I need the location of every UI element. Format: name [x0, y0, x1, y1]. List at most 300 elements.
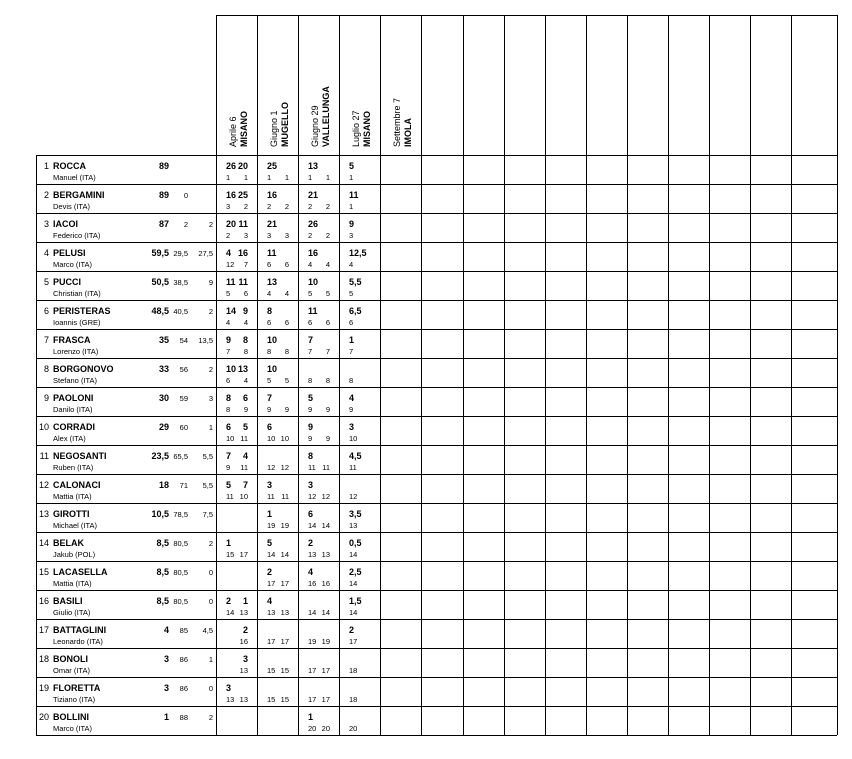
- race-result-cell: [298, 648, 339, 677]
- race-result-cell: [257, 155, 298, 184]
- rider-gap-previous: 9: [208, 278, 213, 287]
- race1-points: 13: [308, 161, 319, 171]
- race2-position: 13: [239, 608, 248, 617]
- rider-points: 87: [158, 219, 169, 229]
- rider-points: 89: [158, 190, 169, 200]
- rider-gap-leader: 80,5: [173, 568, 188, 577]
- rider-position: 7: [43, 335, 49, 345]
- column-divider: [627, 15, 628, 735]
- race1-points: 11: [349, 190, 359, 200]
- rider-name: Lorenzo (ITA): [53, 347, 99, 356]
- race2-points: 5: [242, 422, 248, 432]
- race-result-cell: [339, 706, 380, 735]
- race1-position: 12: [308, 492, 317, 501]
- rider-surname: PAOLONI: [53, 393, 94, 403]
- race1-points: 26: [226, 161, 237, 171]
- rider-gap-leader: 80,5: [173, 539, 188, 548]
- race1-position: 16: [308, 579, 317, 588]
- rider-surname: PELUSI: [53, 248, 86, 258]
- column-divider: [504, 15, 505, 735]
- race1-points: 3: [267, 480, 273, 490]
- round-track: MISANO: [239, 111, 249, 147]
- race1-points: 7: [226, 451, 232, 461]
- rider-surname: NEGOSANTI: [53, 451, 107, 461]
- table-row: [36, 300, 216, 329]
- rider-position: 13: [38, 509, 49, 519]
- race1-position: 1: [349, 173, 354, 182]
- race1-position: 14: [349, 550, 358, 559]
- round-label: [269, 102, 290, 147]
- race-result-cell: [216, 213, 257, 242]
- rider-gap-previous: 2: [208, 539, 213, 548]
- rider-surname: CALONACI: [53, 480, 101, 490]
- rider-gap-leader: 65,5: [173, 452, 188, 461]
- race1-position: 14: [349, 579, 358, 588]
- rider-position: 11: [39, 451, 49, 461]
- rider-gap-leader: 85: [179, 626, 188, 635]
- table-row: [36, 532, 216, 561]
- race1-position: 14: [267, 550, 276, 559]
- column-divider: [837, 15, 838, 735]
- race-result-cell: [216, 358, 257, 387]
- race1-points: 13: [267, 277, 278, 287]
- race2-points: 11: [238, 219, 248, 229]
- race-result-cell: [257, 329, 298, 358]
- race1-points: 5: [349, 161, 355, 171]
- race-result-cell: [216, 474, 257, 503]
- rider-surname: GIROTTI: [53, 509, 90, 519]
- race1-points: 5,5: [349, 277, 362, 287]
- rider-points: 8,5: [156, 596, 169, 606]
- race-result-cell: [216, 155, 257, 184]
- race1-position: 15: [226, 550, 235, 559]
- race-result-cell: [257, 387, 298, 416]
- table-row: [36, 329, 216, 358]
- rider-surname: PERISTERAS: [53, 306, 111, 316]
- race2-position: 6: [325, 318, 330, 327]
- rider-position: 15: [38, 567, 49, 577]
- column-divider: [709, 15, 710, 735]
- rider-gap-previous: 2: [208, 220, 213, 229]
- race1-points: 12,5: [349, 248, 367, 258]
- rider-gap-previous: 2: [208, 307, 213, 316]
- race-result-cell: [339, 619, 380, 648]
- race2-position: 1: [325, 173, 330, 182]
- race-result-cell: [339, 532, 380, 561]
- race2-position: 7: [243, 260, 248, 269]
- table-row: [36, 358, 216, 387]
- race-result-cell: [339, 271, 380, 300]
- race-result-cell: [339, 474, 380, 503]
- race-result-cell: [216, 271, 257, 300]
- rider-gap-leader: 0: [183, 191, 188, 200]
- rider-gap-previous: 0: [208, 684, 213, 693]
- round-header: [257, 15, 298, 155]
- race2-position: 13: [321, 550, 330, 559]
- race2-position: 19: [321, 637, 330, 646]
- rider-points: 89: [158, 161, 169, 171]
- race1-points: 3: [349, 422, 355, 432]
- race1-position: 8: [308, 376, 313, 385]
- race-result-cell: [298, 619, 339, 648]
- race-result-cell: [298, 706, 339, 735]
- rider-points: 48,5: [151, 306, 169, 316]
- race-result-cell: [216, 242, 257, 271]
- race1-position: 10: [349, 434, 358, 443]
- race-result-cell: [339, 213, 380, 242]
- rider-gap-leader: 29,5: [173, 249, 188, 258]
- race1-position: 2: [308, 231, 313, 240]
- rider-name: Stefano (ITA): [53, 376, 98, 385]
- race-result-cell: [257, 561, 298, 590]
- table-row: [36, 155, 216, 184]
- race-result-cell: [339, 387, 380, 416]
- rider-position: 1: [43, 161, 49, 171]
- race2-position: 8: [325, 376, 330, 385]
- race1-position: 6: [226, 376, 231, 385]
- rider-surname: BATTAGLINI: [53, 625, 107, 635]
- race1-points: 20: [226, 219, 237, 229]
- race1-points: 11: [308, 306, 318, 316]
- round-date: Giugno 1: [269, 110, 279, 147]
- race-result-cell: [298, 474, 339, 503]
- race2-position: 17: [280, 637, 289, 646]
- race1-position: 13: [308, 550, 317, 559]
- rider-gap-leader: 71: [179, 481, 188, 490]
- race1-points: 11: [226, 277, 236, 287]
- race1-points: 8: [308, 451, 314, 461]
- race1-points: 6: [267, 422, 273, 432]
- rider-position: 18: [38, 654, 49, 664]
- race1-position: 6: [267, 318, 272, 327]
- race1-points: 5: [226, 480, 232, 490]
- race-result-cell: [298, 387, 339, 416]
- race1-position: 2: [308, 202, 313, 211]
- race2-position: 5: [284, 376, 289, 385]
- race-result-cell: [339, 184, 380, 213]
- race2-position: 4: [243, 318, 248, 327]
- table-row: [36, 648, 216, 677]
- column-divider: [463, 15, 464, 735]
- race1-position: 1: [308, 173, 313, 182]
- race1-position: 17: [267, 637, 276, 646]
- race-result-cell: [298, 155, 339, 184]
- race2-points: 6: [242, 393, 248, 403]
- race-result-cell: [257, 619, 298, 648]
- race1-points: 10: [267, 335, 278, 345]
- race1-points: 6: [308, 509, 314, 519]
- table-row: [36, 416, 216, 445]
- race2-position: 20: [321, 724, 330, 733]
- column-divider: [545, 15, 546, 735]
- race2-position: 10: [239, 492, 248, 501]
- race1-points: 16: [308, 248, 319, 258]
- race2-position: 12: [280, 463, 289, 472]
- race1-position: 12: [226, 260, 235, 269]
- table-row: [36, 271, 216, 300]
- race2-points: 9: [242, 306, 248, 316]
- race1-position: 11: [267, 492, 275, 501]
- rider-position: 20: [38, 712, 49, 722]
- race1-position: 20: [308, 724, 317, 733]
- race1-points: 25: [267, 161, 278, 171]
- race1-points: 1: [267, 509, 273, 519]
- race2-position: 2: [325, 231, 330, 240]
- race1-position: 3: [226, 202, 231, 211]
- race1-position: 4: [308, 260, 313, 269]
- race2-position: 19: [280, 521, 289, 530]
- race-result-cell: [298, 445, 339, 474]
- rider-surname: BONOLI: [53, 654, 88, 664]
- table-row: [36, 619, 216, 648]
- race-result-cell: [216, 416, 257, 445]
- race1-position: 3: [267, 231, 272, 240]
- rider-name: Omar (ITA): [53, 666, 90, 675]
- race2-position: 11: [240, 463, 248, 472]
- rider-surname: PUCCI: [53, 277, 82, 287]
- race1-position: 5: [349, 289, 354, 298]
- race1-points: 6: [226, 422, 232, 432]
- race-result-cell: [216, 503, 257, 532]
- round-label: [351, 110, 372, 147]
- race1-position: 11: [308, 463, 316, 472]
- race1-position: 2: [267, 202, 272, 211]
- race-result-cell: [298, 213, 339, 242]
- race-result-cell: [257, 677, 298, 706]
- race-result-cell: [339, 416, 380, 445]
- race1-position: 7: [349, 347, 354, 356]
- race2-position: 17: [321, 695, 330, 704]
- race-result-cell: [257, 532, 298, 561]
- rider-gap-previous: 2: [208, 713, 213, 722]
- rider-points: 23,5: [151, 451, 169, 461]
- rider-points: 8,5: [156, 538, 169, 548]
- rider-gap-leader: 54: [179, 336, 188, 345]
- rider-position: 9: [43, 393, 49, 403]
- race-result-cell: [216, 561, 257, 590]
- rider-gap-previous: 1: [208, 423, 213, 432]
- race-result-cell: [298, 242, 339, 271]
- race2-position: 16: [321, 579, 330, 588]
- race2-position: 14: [280, 550, 289, 559]
- race1-position: 17: [267, 579, 276, 588]
- race-result-cell: [339, 329, 380, 358]
- round-track: MUGELLO: [280, 102, 290, 147]
- race1-position: 18: [349, 695, 358, 704]
- rider-points: 3: [163, 654, 169, 664]
- race1-points: 7: [267, 393, 273, 403]
- table-row: [36, 590, 216, 619]
- race1-points: 4: [267, 596, 273, 606]
- race2-position: 15: [280, 695, 289, 704]
- race1-position: 13: [349, 521, 358, 530]
- race1-position: 20: [349, 724, 358, 733]
- race1-points: 1,5: [349, 596, 362, 606]
- race1-position: 1: [226, 173, 231, 182]
- round-track: IMOLA: [403, 118, 413, 147]
- race2-position: 1: [243, 173, 248, 182]
- table-row: [36, 706, 216, 735]
- race1-position: 11: [349, 463, 357, 472]
- race2-points: 13: [237, 364, 248, 374]
- race2-position: 8: [284, 347, 289, 356]
- row-divider: [36, 735, 837, 736]
- race1-position: 6: [349, 318, 354, 327]
- race1-position: 17: [308, 666, 317, 675]
- race2-position: 7: [325, 347, 330, 356]
- rider-position: 5: [43, 277, 49, 287]
- race-result-cell: [216, 445, 257, 474]
- race1-position: 14: [308, 521, 317, 530]
- rider-name: Jakub (POL): [53, 550, 96, 559]
- rider-surname: BELAK: [53, 538, 84, 548]
- rider-position: 3: [43, 219, 49, 229]
- rider-points: 1: [163, 712, 169, 722]
- race-result-cell: [216, 329, 257, 358]
- rider-points: 33: [158, 364, 169, 374]
- race1-points: 7: [308, 335, 314, 345]
- rider-gap-previous: 27,5: [198, 249, 213, 258]
- race-result-cell: [339, 445, 380, 474]
- rider-gap-previous: 4,5: [202, 626, 213, 635]
- race2-position: 6: [243, 289, 248, 298]
- race-result-cell: [339, 300, 380, 329]
- race1-position: 3: [349, 231, 354, 240]
- rider-gap-leader: 2: [183, 220, 188, 229]
- race1-points: 8: [226, 393, 232, 403]
- rider-gap-previous: 3: [208, 394, 213, 403]
- race2-position: 8: [243, 347, 248, 356]
- race-result-cell: [216, 648, 257, 677]
- race1-points: 8: [267, 306, 273, 316]
- rider-gap-leader: 86: [179, 655, 188, 664]
- race1-points: 2,5: [349, 567, 362, 577]
- round-track: VALLELUNGA: [321, 86, 331, 147]
- race1-points: 10: [308, 277, 319, 287]
- race-result-cell: [257, 445, 298, 474]
- rider-position: 17: [38, 625, 49, 635]
- race2-points: 4: [242, 451, 248, 461]
- race1-position: 5: [267, 376, 272, 385]
- race-result-cell: [216, 387, 257, 416]
- rider-gap-previous: 7,5: [202, 510, 213, 519]
- race2-position: 10: [280, 434, 289, 443]
- rider-surname: FRASCA: [53, 335, 91, 345]
- race-result-cell: [257, 184, 298, 213]
- race-result-cell: [298, 561, 339, 590]
- race1-points: 4: [308, 567, 314, 577]
- rider-points: 8,5: [156, 567, 169, 577]
- table-row: [36, 445, 216, 474]
- race2-position: 2: [325, 202, 330, 211]
- race1-position: 1: [349, 202, 354, 211]
- rider-gap-leader: 60: [179, 423, 188, 432]
- rider-name: Federico (ITA): [53, 231, 101, 240]
- race1-position: 4: [226, 318, 231, 327]
- race1-position: 14: [308, 608, 317, 617]
- race-result-cell: [298, 416, 339, 445]
- rider-points: 35: [158, 335, 169, 345]
- rider-points: 10,5: [151, 509, 169, 519]
- race2-points: 16: [237, 248, 248, 258]
- rider-name: Marco (ITA): [53, 724, 93, 733]
- rider-surname: IACOI: [53, 219, 79, 229]
- race-result-cell: [257, 416, 298, 445]
- rider-gap-previous: 5,5: [202, 481, 213, 490]
- rider-points: 18: [158, 480, 169, 490]
- table-row: [36, 561, 216, 590]
- round-header: [380, 15, 421, 155]
- race1-points: 11: [267, 248, 277, 258]
- rider-name: Michael (ITA): [53, 521, 98, 530]
- rider-gap-leader: 59: [179, 394, 188, 403]
- rider-position: 4: [43, 248, 49, 258]
- race-result-cell: [216, 184, 257, 213]
- rider-name: Tiziano (ITA): [53, 695, 96, 704]
- race2-position: 4: [243, 376, 248, 385]
- race1-position: 12: [267, 463, 276, 472]
- race2-position: 13: [239, 666, 248, 675]
- column-divider: [668, 15, 669, 735]
- race1-position: 8: [349, 376, 354, 385]
- race1-points: 0,5: [349, 538, 362, 548]
- rider-points: 50,5: [151, 277, 169, 287]
- race-result-cell: [298, 271, 339, 300]
- rider-position: 6: [43, 306, 49, 316]
- rider-surname: ROCCA: [53, 161, 86, 171]
- round-label: [228, 111, 249, 147]
- race1-points: 10: [226, 364, 237, 374]
- race2-position: 11: [240, 434, 248, 443]
- race1-points: 3: [226, 683, 232, 693]
- rider-gap-previous: 0: [208, 568, 213, 577]
- rider-gap-leader: 78,5: [173, 510, 188, 519]
- rider-surname: FLORETTA: [53, 683, 101, 693]
- race1-position: 6: [267, 260, 272, 269]
- column-divider: [421, 15, 422, 735]
- rider-gap-leader: 38,5: [173, 278, 188, 287]
- race-result-cell: [257, 706, 298, 735]
- race1-position: 9: [308, 434, 313, 443]
- race2-position: 17: [280, 579, 289, 588]
- rider-points: 29: [158, 422, 169, 432]
- race2-points: 1: [242, 596, 248, 606]
- race-result-cell: [298, 677, 339, 706]
- rider-name: Mattia (ITA): [53, 579, 92, 588]
- race-result-cell: [298, 300, 339, 329]
- rider-gap-previous: 0: [208, 597, 213, 606]
- rider-surname: BORGONOVO: [53, 364, 114, 374]
- rider-name: Leonardo (ITA): [53, 637, 103, 646]
- rider-points: 59,5: [151, 248, 169, 258]
- race-result-cell: [257, 648, 298, 677]
- rider-surname: BERGAMINI: [53, 190, 105, 200]
- race1-points: 5: [267, 538, 273, 548]
- rider-name: Marco (ITA): [53, 260, 93, 269]
- race-result-cell: [298, 532, 339, 561]
- rider-gap-leader: 88: [179, 713, 188, 722]
- race2-position: 3: [284, 231, 289, 240]
- race-result-cell: [339, 503, 380, 532]
- rider-name: Manuel (ITA): [53, 173, 96, 182]
- race-result-cell: [298, 590, 339, 619]
- race1-points: 5: [308, 393, 314, 403]
- race-result-cell: [298, 503, 339, 532]
- race-result-cell: [216, 590, 257, 619]
- race1-position: 5: [226, 289, 231, 298]
- race-result-cell: [339, 648, 380, 677]
- race-result-cell: [257, 213, 298, 242]
